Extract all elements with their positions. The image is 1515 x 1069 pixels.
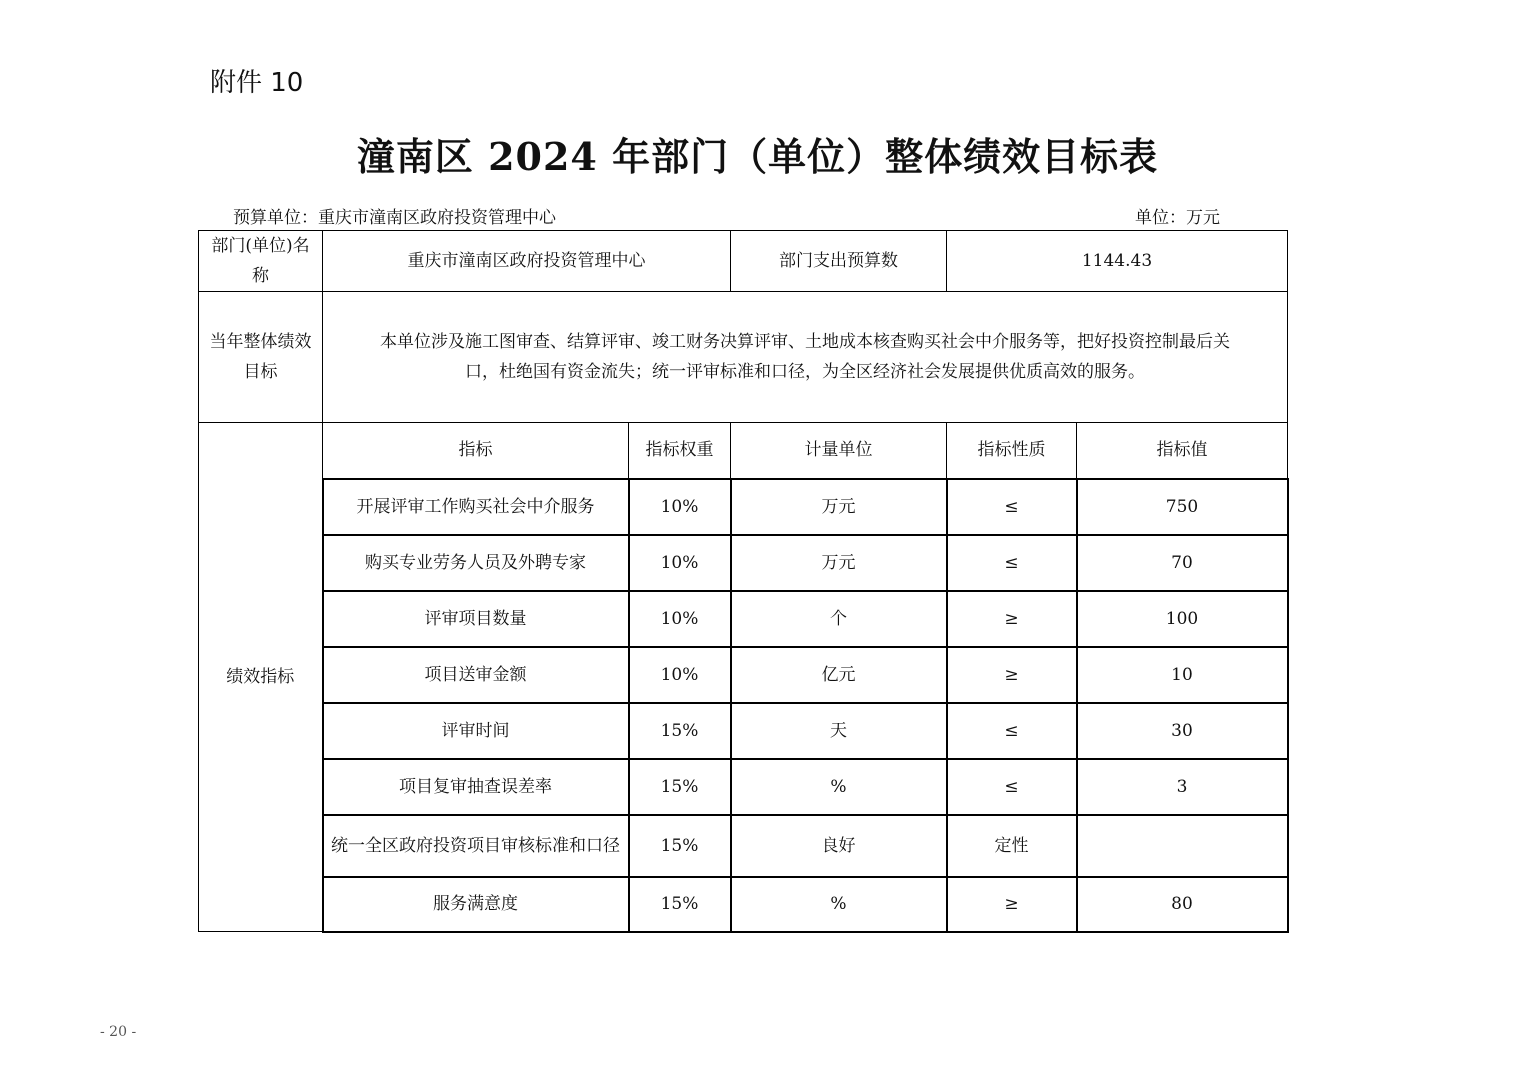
header-indicator: 指标 (323, 423, 629, 479)
indicator-weight: 10% (629, 647, 731, 703)
indicator-value: 80 (1077, 877, 1288, 932)
table-row (199, 591, 1288, 647)
indicator-nature: ≤ (947, 479, 1077, 535)
indicator-value (1077, 815, 1288, 877)
document-title: 潼南区 2024 年部门（单位）整体绩效目标表 (356, 134, 1159, 179)
indicator-weight: 15% (629, 815, 731, 877)
header-nature: 指标性质 (947, 423, 1077, 479)
indicator-nature: ≥ (947, 591, 1077, 647)
indicator-weight: 15% (629, 703, 731, 759)
indicator-nature: ≤ (947, 535, 1077, 591)
indicator-unit: 良好 (731, 815, 947, 877)
indicator-name: 评审项目数量 (323, 591, 629, 647)
table-row (199, 703, 1288, 759)
indicator-weight: 15% (629, 759, 731, 815)
table-row (199, 479, 1288, 535)
indicator-unit: 亿元 (731, 647, 947, 703)
money-unit: 单位：万元 (1135, 208, 1220, 228)
page-number: - 20 - (100, 1024, 137, 1040)
indicator-name: 项目复审抽查误差率 (323, 759, 629, 815)
indicator-unit: % (731, 877, 947, 932)
table-row (199, 647, 1288, 703)
header-value: 指标值 (1077, 423, 1288, 479)
indicator-weight: 10% (629, 591, 731, 647)
indicator-value: 30 (1077, 703, 1288, 759)
indicator-name: 统一全区政府投资项目审核标准和口径 (323, 815, 629, 877)
indicator-weight: 10% (629, 479, 731, 535)
indicator-value: 70 (1077, 535, 1288, 591)
indicator-name: 购买专业劳务人员及外聘专家 (323, 535, 629, 591)
indicator-unit: 万元 (731, 479, 947, 535)
indicator-name: 开展评审工作购买社会中介服务 (323, 479, 629, 535)
annual-goal-line1: 本单位涉及施工图审查、结算评审、竣工财务决算评审、土地成本核查购买社会中介服务等，把好投资控制最后关 (380, 332, 1230, 352)
performance-table (198, 230, 1289, 933)
indicator-nature: ≥ (947, 877, 1077, 932)
table-row (199, 535, 1288, 591)
indicator-value: 750 (1077, 479, 1288, 535)
annual-goal-line2: 口，杜绝国有资金流失；统一评审标准和口径，为全区经济社会发展提供优质高效的服务。 (465, 362, 1145, 382)
dept-name-label: 部门(单位)名称 (199, 231, 323, 292)
header-unit: 计量单位 (731, 423, 947, 479)
header-weight: 指标权重 (629, 423, 731, 479)
indicator-unit: 个 (731, 591, 947, 647)
indicator-value: 100 (1077, 591, 1288, 647)
indicator-nature: ≥ (947, 647, 1077, 703)
indicator-weight: 15% (629, 877, 731, 932)
indicator-name: 服务满意度 (323, 877, 629, 932)
indicator-nature: ≤ (947, 703, 1077, 759)
budget-unit: 预算单位：重庆市潼南区政府投资管理中心 (233, 208, 556, 228)
dept-name-value: 重庆市潼南区政府投资管理中心 (323, 231, 731, 292)
indicator-name: 项目送审金额 (323, 647, 629, 703)
indicator-value: 10 (1077, 647, 1288, 703)
indicator-weight: 10% (629, 535, 731, 591)
indicator-unit: % (731, 759, 947, 815)
indicator-value: 3 (1077, 759, 1288, 815)
indicator-nature: ≤ (947, 759, 1077, 815)
dept-budget-value: 1144.43 (947, 231, 1288, 292)
table-row (199, 877, 1288, 932)
annual-goal-label: 当年整体绩效目标 (199, 292, 323, 423)
annual-goal-text (323, 292, 1288, 423)
indicator-unit: 万元 (731, 535, 947, 591)
table-row (199, 815, 1288, 877)
attachment-label: 附件 10 (210, 68, 304, 98)
table-row (199, 759, 1288, 815)
indicator-nature: 定性 (947, 815, 1077, 877)
indicators-section-label: 绩效指标 (199, 423, 323, 932)
indicator-unit: 天 (731, 703, 947, 759)
indicator-name: 评审时间 (323, 703, 629, 759)
dept-budget-label: 部门支出预算数 (731, 231, 947, 292)
